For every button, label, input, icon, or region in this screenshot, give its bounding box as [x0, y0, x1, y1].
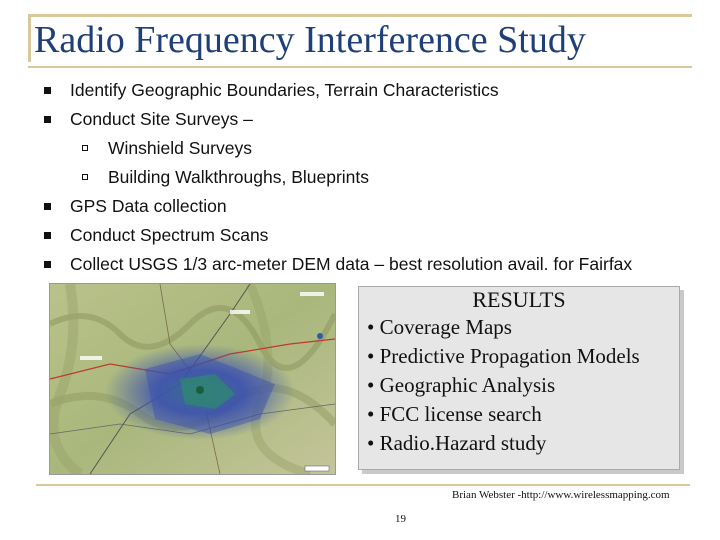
bullet-item: [44, 76, 632, 105]
results-item: • Predictive Propagation Models: [367, 344, 640, 368]
hollow-square-bullet-icon: [82, 174, 88, 180]
bullet-item: [44, 221, 632, 250]
bullet-text: Conduct Site Surveys –: [70, 109, 253, 129]
sub-bullet-item: [44, 134, 632, 163]
results-item: • Geographic Analysis: [367, 373, 556, 397]
page-number: 19: [395, 513, 406, 525]
bullet-text: GPS Data collection: [70, 196, 227, 216]
terrain-map-graphic: [50, 284, 335, 474]
results-item: • FCC license search: [367, 402, 542, 426]
bullet-list: [44, 76, 632, 279]
bullet-item: [44, 105, 632, 134]
sub-bullet-item: [44, 163, 632, 192]
bullet-item: [44, 192, 632, 221]
results-item: • Radio.Hazard study: [367, 431, 547, 455]
footer-rule: [36, 484, 690, 486]
results-title: RESULTS: [472, 287, 566, 312]
top-rule: [28, 14, 692, 17]
square-bullet-icon: [44, 87, 51, 94]
results-box: [358, 286, 680, 470]
title-side-rule: [28, 14, 31, 62]
footer-credit: Brian Webster -http://www.wirelessmapping.com: [452, 489, 670, 501]
bullet-text: Winshield Surveys: [108, 138, 252, 158]
square-bullet-icon: [44, 261, 51, 268]
hollow-square-bullet-icon: [82, 145, 88, 151]
square-bullet-icon: [44, 116, 51, 123]
square-bullet-icon: [44, 232, 51, 239]
square-bullet-icon: [44, 203, 51, 210]
bullet-text: Collect USGS 1/3 arc-meter DEM data – best resolution avail. for Fairfax: [70, 254, 633, 274]
bullet-text: Building Walkthroughs, Blueprints: [108, 167, 370, 187]
results-item: • Coverage Maps: [367, 315, 512, 339]
bullet-text: Identify Geographic Boundaries, Terrain Characteristics: [70, 80, 499, 100]
results-list: [359, 313, 679, 458]
bullet-item: [44, 250, 632, 279]
slide-title: Radio Frequency Interference Study: [34, 19, 586, 61]
title-rule: [28, 66, 692, 68]
coverage-map-image: [49, 283, 336, 475]
bullet-text: Conduct Spectrum Scans: [70, 225, 269, 245]
